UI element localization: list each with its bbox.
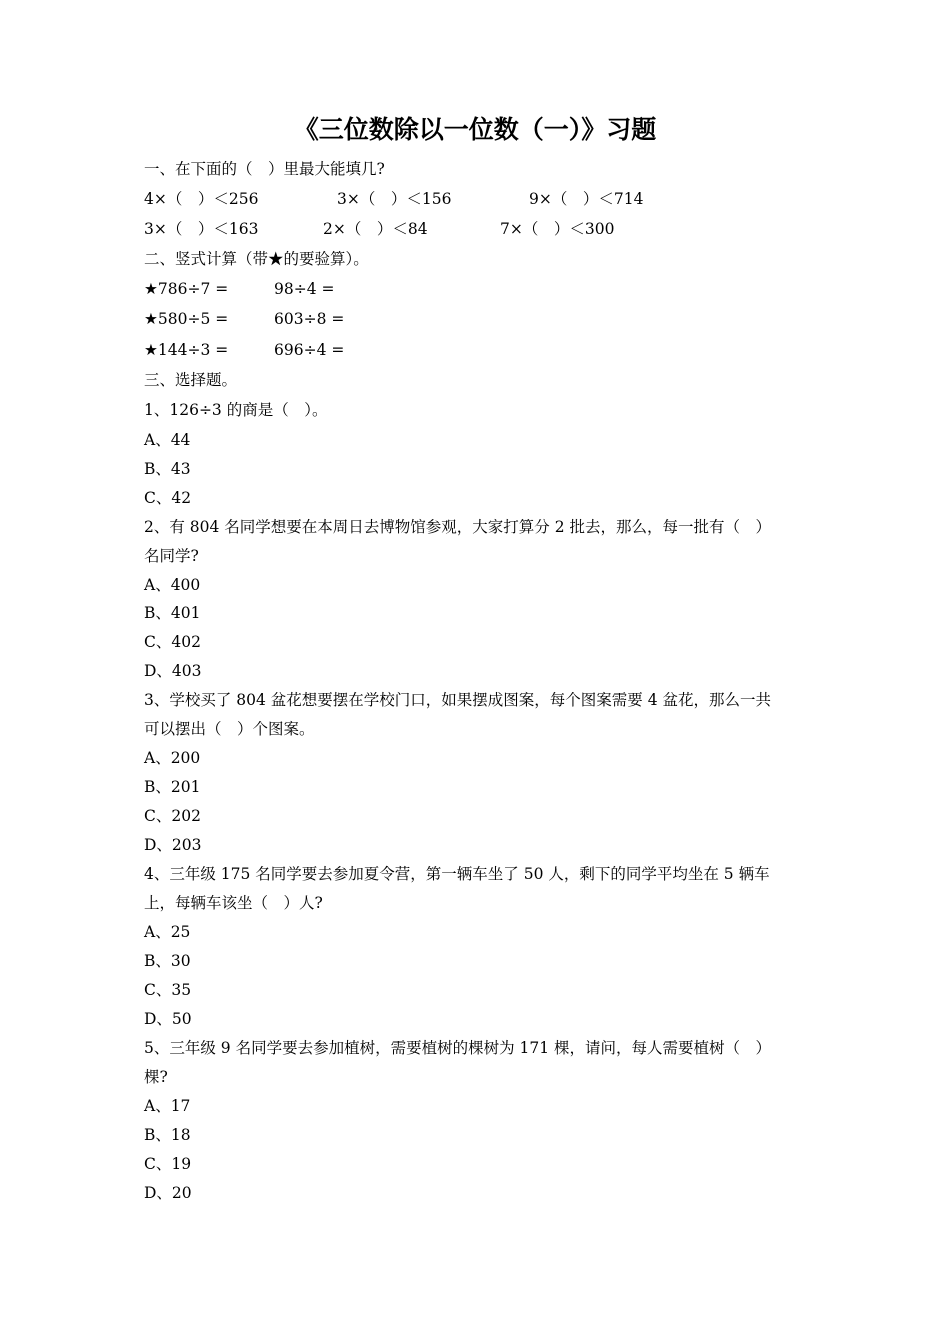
section2-heading: 二、竖式计算（带★的要验算）。 <box>144 250 369 268</box>
answer-option: A、17 <box>144 1097 191 1115</box>
question-text: 名同学? <box>144 547 199 565</box>
answer-option: B、401 <box>144 604 201 622</box>
fill-blank-item: 4×（ ）＜256 <box>144 190 259 208</box>
answer-option: D、403 <box>144 662 202 680</box>
section3-heading: 三、选择题。 <box>144 371 238 389</box>
answer-option: A、400 <box>144 576 201 594</box>
calc-item: ★786÷7 = <box>144 280 229 298</box>
answer-option: C、42 <box>144 489 192 507</box>
answer-option: A、25 <box>144 923 191 941</box>
answer-option: A、200 <box>144 749 201 767</box>
question-text: 3、学校买了 804 盆花想要摆在学校门口，如果摆成图案，每个图案需要 4 盆花，那么一共 <box>144 691 772 709</box>
answer-option: B、201 <box>144 778 201 796</box>
answer-option: D、20 <box>144 1184 192 1202</box>
fill-blank-item: 3×（ ）＜163 <box>144 220 259 238</box>
question-text: 4、三年级 175 名同学要去参加夏令营，第一辆车坐了 50 人，剩下的同学平均坐在 5 辆车 <box>144 865 770 883</box>
answer-option: C、402 <box>144 633 201 651</box>
calc-item: ★580÷5 = <box>144 310 229 328</box>
fill-blank-item: 2×（ ）＜84 <box>323 220 428 238</box>
answer-option: B、43 <box>144 460 191 478</box>
answer-option: D、50 <box>144 1010 192 1028</box>
fill-blank-item: 3×（ ）＜156 <box>337 190 452 208</box>
calc-item: 98÷4 = <box>274 280 335 298</box>
calc-item: 603÷8 = <box>274 310 345 328</box>
answer-option: A、44 <box>144 431 191 449</box>
answer-option: B、30 <box>144 952 191 970</box>
page-title: 《三位数除以一位数（一）》习题 <box>293 115 657 144</box>
question-text: 2、有 804 名同学想要在本周日去博物馆参观，大家打算分 2 批去，那么，每一批有（ ） <box>144 518 772 536</box>
calc-item: ★144÷3 = <box>144 341 229 359</box>
answer-option: C、202 <box>144 807 201 825</box>
question-text: 上，每辆车该坐（ ）人? <box>144 894 323 912</box>
section1-heading: 一、在下面的（ ）里最大能填几? <box>144 160 385 178</box>
answer-option: C、19 <box>144 1155 192 1173</box>
fill-blank-item: 9×（ ）＜714 <box>529 190 644 208</box>
answer-option: C、35 <box>144 981 192 999</box>
fill-blank-item: 7×（ ）＜300 <box>500 220 615 238</box>
answer-option: B、18 <box>144 1126 191 1144</box>
question-text: 可以摆出（ ）个图案。 <box>144 720 315 738</box>
question-text: 5、三年级 9 名同学要去参加植树，需要植树的棵树为 171 棵，请问，每人需要植树（ ） <box>144 1039 772 1057</box>
calc-item: 696÷4 = <box>274 341 345 359</box>
question-text: 1、126÷3 的商是（ ）。 <box>144 401 328 419</box>
question-text: 棵? <box>144 1068 168 1086</box>
answer-option: D、203 <box>144 836 202 854</box>
